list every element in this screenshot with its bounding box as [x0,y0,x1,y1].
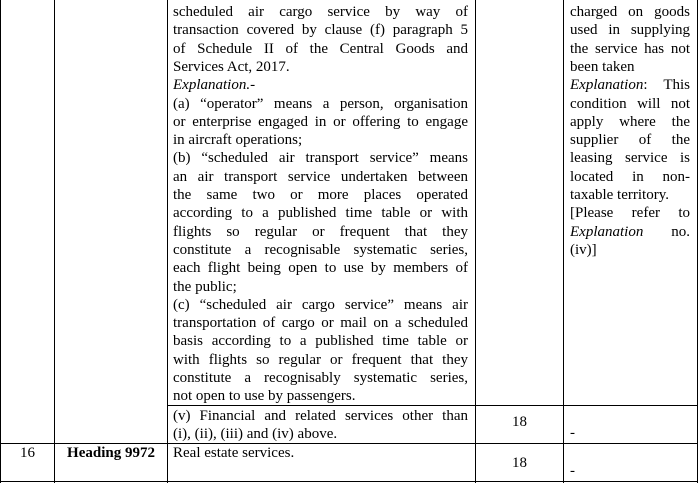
text-line: each flight being open to use by members of [173,260,468,277]
text-line: with flights so regular or frequent that they [173,351,468,368]
table-border-right [697,0,698,483]
text-line: or enterprise engaged in or offering to engage [173,113,468,130]
text-line: used in supplying [570,22,690,39]
row16-description-value: Real estate services. [173,445,295,461]
table-border-bottom [0,481,698,482]
row15-description [173,3,468,405]
italic-term: Explanation [570,223,644,240]
text-line: taxable territory. [570,187,669,203]
row16-sl-no [1,445,54,465]
text-line: condition will not [570,95,690,112]
text-line: transaction covered by clause (f) paragraph 5 [173,22,468,39]
text-line: Explanation no. [570,223,690,240]
table-col-divider-4 [563,0,564,483]
text-line: flights so regular or frequent that they [173,223,468,240]
row15v-description [173,407,468,443]
text-line: in aircraft operations; [173,132,303,149]
text-line: constitute a recognisable systematic series, [173,241,468,258]
text-line: [Please refer to [570,205,690,222]
text-line: constitute a recognisably systematic series, [173,370,468,386]
text-line: Explanation: This [570,77,690,94]
text-line: the public; [173,278,237,295]
table-col-divider-2 [167,0,168,483]
text-line: been taken [570,58,635,75]
text-line: (iv)] [570,241,597,258]
text-line: located in non- [570,168,690,185]
row15v-rate-value: 18 [512,414,527,430]
text-line: an air transport service undertaken between [173,168,468,185]
row16-condition [570,463,600,481]
row15-condition [570,3,690,263]
text-line: (a) “operator” means a person, organisation [173,95,468,112]
text-line: the same two or more places operated [173,187,468,203]
row16-description [173,445,468,465]
text-line: (v) Financial and related services other than [173,408,468,424]
row16-rate [476,455,563,475]
table-col-divider-3 [475,0,476,483]
table-col-divider-1 [54,0,55,483]
row15v-condition [570,425,600,445]
row16-sl-no-value: 16 [20,445,35,461]
text-line: Explanation.- [173,77,256,94]
text-line: basis according to a published time table or [173,333,468,350]
row16-heading-value: Heading 9972 [67,445,155,461]
text-line: charged on goods [570,4,690,20]
row15v-condition-value: - [570,425,575,441]
text-line: apply where the [570,113,690,130]
row16-condition-value: - [570,463,575,479]
text-line: not open to use by passengers. [173,388,356,405]
text-line: (b) “scheduled air transport service” means [173,150,468,167]
text-line: (i), (ii), (iii) and (iv) above. [173,426,338,443]
text-line: scheduled air cargo service by way of [173,4,468,20]
table-border-left [0,0,1,483]
row15v-rate [476,414,563,434]
row16-rate-value: 18 [512,455,527,471]
text-line: leasing service is [570,150,690,167]
text-line: Services Act, 2017. [173,58,290,75]
text-line: supplier of the [570,132,690,149]
text-line: according to a published time table or with [173,205,468,222]
text-line: (c) “scheduled air cargo service” means air [173,296,468,313]
text-line: the service has not [570,40,690,57]
text-line: of Schedule II of the Central Goods and [173,40,468,57]
row16-heading [55,445,167,465]
italic-term: Explanation [570,77,644,94]
text-line: transportation of cargo or mail on a scheduled [173,315,468,332]
